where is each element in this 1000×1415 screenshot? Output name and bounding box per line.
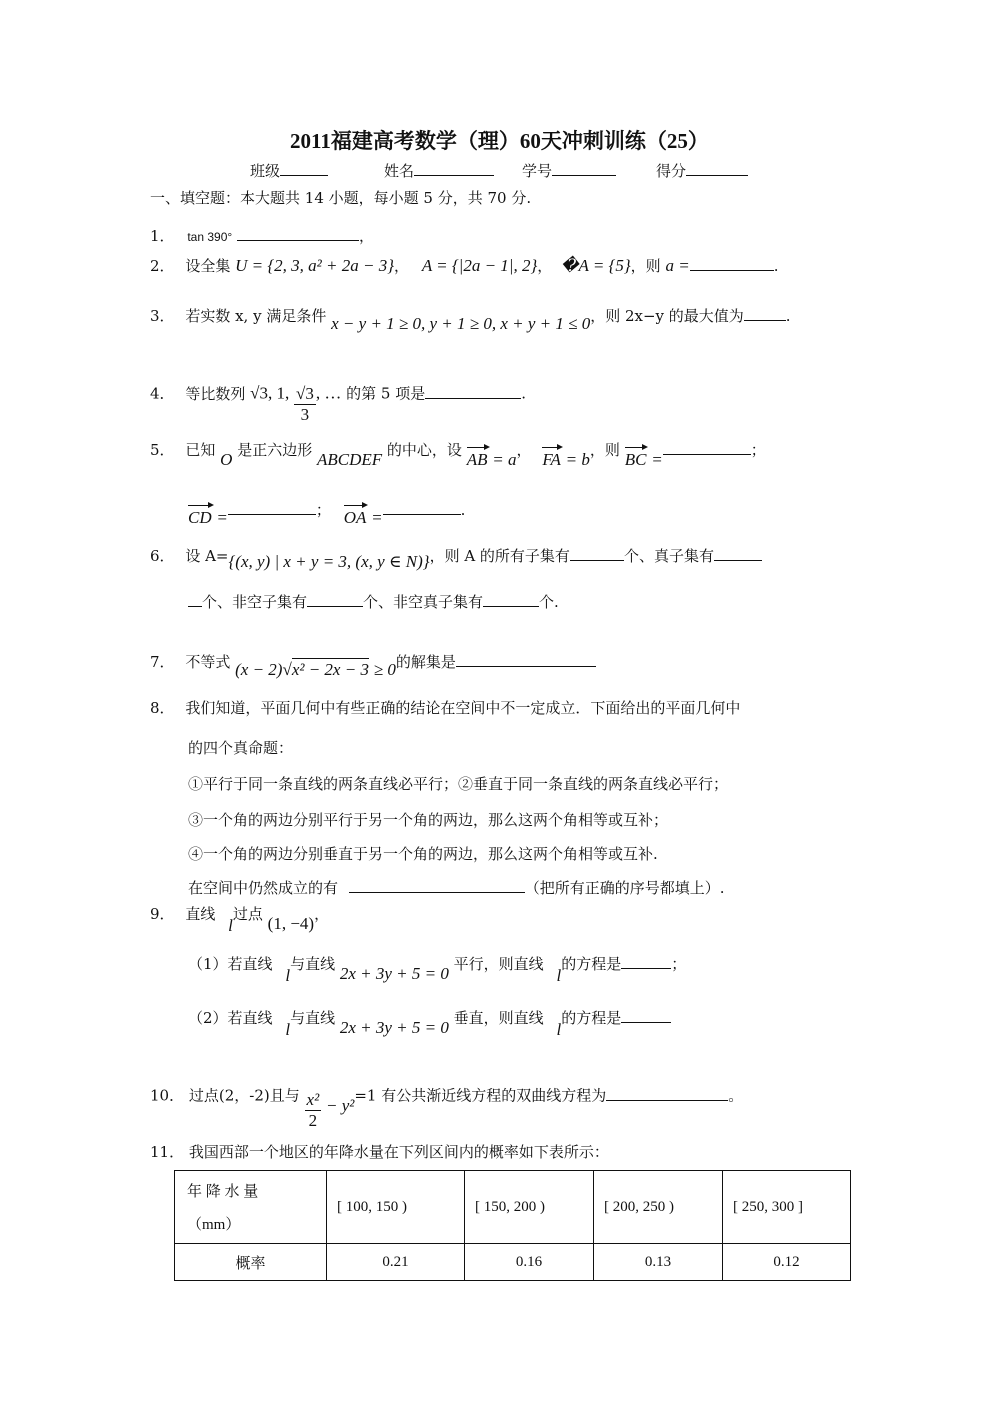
- table-header-cell: [175, 1171, 327, 1244]
- question-6-cont: [188, 592, 559, 612]
- interval-cell: [ 100, 150 ): [327, 1171, 465, 1244]
- q9-end: ，: [314, 905, 330, 923]
- q10-end: 。: [728, 1086, 744, 1105]
- q9-number: 9．: [150, 905, 175, 923]
- q6-text-b: ，则 A 的所有子集有: [429, 547, 570, 565]
- q6-text-c: 个、真子集有: [623, 547, 714, 565]
- q3-text-b: ，则 2x−y 的最大值为: [590, 307, 744, 325]
- rainfall-probability-table: [174, 1170, 851, 1281]
- id-field: [522, 161, 616, 181]
- q1-end: ，: [358, 227, 374, 245]
- q5-eq-bc: =: [651, 450, 663, 469]
- id-blank[interactable]: [552, 161, 616, 176]
- q5-text-a: 已知: [185, 441, 216, 459]
- q9-p1-end: ；: [671, 955, 687, 973]
- q4-answer-blank[interactable]: [425, 384, 521, 399]
- q6-proper-subsets-blank[interactable]: [714, 546, 762, 561]
- question-5-cont: [188, 500, 466, 527]
- question-2: [150, 256, 778, 276]
- q10-frac-den: 2: [308, 1111, 318, 1130]
- q6-text-a: 设 A=: [185, 547, 229, 565]
- probability-label-cell: 概率: [175, 1244, 327, 1281]
- q9-p1-label: （1）若直线: [188, 955, 273, 973]
- q3-text-a: 若实数 x, y 满足条件: [185, 307, 327, 325]
- question-10: [150, 1076, 744, 1130]
- q2-number: 2．: [150, 257, 175, 275]
- q8-number: 8．: [150, 699, 175, 717]
- q8-line2: 的四个真命题：: [188, 739, 294, 757]
- q5-semi-1: ；: [750, 441, 766, 459]
- name-field: [384, 161, 494, 181]
- q2-complement: �A = {5}: [561, 256, 631, 275]
- q9-part-2: [188, 1008, 671, 1039]
- q8-final-line: [188, 878, 725, 898]
- q9-part-1: [188, 954, 687, 985]
- q7-lhs: (x − 2): [235, 660, 283, 679]
- q9-line-l: l: [228, 916, 233, 935]
- interval-cell: [ 250, 300 ]: [723, 1171, 851, 1244]
- q2-universal-set: U = {2, 3, a² + 2a − 3}: [235, 256, 395, 275]
- q9-p1-l2: l: [556, 966, 562, 985]
- q5-oa-blank[interactable]: [383, 500, 461, 515]
- q7-answer-blank[interactable]: [456, 652, 596, 667]
- class-field: [250, 161, 328, 181]
- q6-set: {(x, y) | x + y = 3, (x, y ∈ N)}: [228, 552, 430, 571]
- q3-end: .: [785, 307, 791, 325]
- probability-cell: 0.21: [327, 1244, 465, 1281]
- q3-number: 3．: [150, 307, 175, 325]
- q2-variable: a =: [665, 256, 690, 275]
- q9-p1-text-a: 与直线: [290, 955, 336, 973]
- q9-p2-text-c: 的方程是: [561, 1009, 622, 1027]
- q11-number: 11．: [150, 1143, 185, 1161]
- section-heading: 一、填空题：本大题共 14 小题，每小题 5 分，共 70 分.: [150, 189, 532, 207]
- q9-p1-text-c: 的方程是: [561, 955, 622, 973]
- q10-fraction: [305, 1090, 322, 1131]
- q6-nonempty-proper-blank[interactable]: [483, 592, 539, 607]
- q4-number: 4．: [150, 384, 175, 403]
- q5-number: 5．: [150, 441, 175, 459]
- q2-answer-blank[interactable]: [690, 256, 774, 271]
- q9-p2-l: l: [285, 1020, 291, 1039]
- q4-end: .: [521, 384, 526, 403]
- q9-text-a: 直线: [185, 905, 216, 923]
- q5-semi-2: ；: [315, 501, 331, 519]
- q5-center-o: O: [220, 450, 233, 469]
- question-8: [150, 698, 740, 718]
- q2-text-a: 设全集: [185, 257, 231, 275]
- probability-cell: 0.16: [465, 1244, 594, 1281]
- q8-item-4: ④一个角的两边分别垂直于另一个角的两边，那么这两个角相等或互补.: [188, 845, 658, 863]
- q2-end: .: [773, 257, 779, 275]
- q1-answer-blank[interactable]: [237, 226, 359, 241]
- q8-answer-blank[interactable]: [349, 878, 525, 893]
- q4-seq-end: , …: [315, 383, 342, 403]
- q5-vector-cd: CD: [188, 508, 212, 527]
- question-3: [150, 306, 791, 333]
- q2-sep1: ，: [394, 257, 410, 275]
- q6-proper-subsets-blank-cont[interactable]: [188, 592, 202, 607]
- q1-expression: tan 390°: [187, 230, 233, 244]
- q7-number: 7．: [150, 653, 175, 671]
- q3-conditions: x − y + 1 ≥ 0, y + 1 ≥ 0, x + y + 1 ≤ 0: [331, 314, 591, 333]
- q5-eq-oa: =: [371, 508, 383, 527]
- question-7: 7． 不等式 (x − 2)√x² − 2x − 3 ≥ 0的解集是: [150, 652, 596, 672]
- q5-eq-cd: =: [216, 508, 228, 527]
- q8-item-3: ③一个角的两边分别平行于另一个角的两边，那么这两个角相等或互补；: [188, 811, 669, 829]
- q5-text-d: ，则: [589, 441, 620, 459]
- q7-rhs: ≥ 0: [373, 660, 396, 679]
- q6-text-e: 个、非空真子集有: [363, 593, 484, 611]
- q9-p1-text-b: 平行，则直线: [453, 955, 544, 973]
- score-label: 得分: [656, 162, 687, 180]
- question-6: [150, 546, 762, 571]
- page-title: 2011福建高考数学（理）60天冲刺训练（25）: [290, 129, 709, 153]
- q5-vector-bc: BC: [624, 450, 647, 469]
- q9-p1-l: l: [285, 966, 291, 985]
- q5-vector-oa: OA: [343, 508, 367, 527]
- name-label: 姓名: [384, 162, 415, 180]
- q10-frac-num: x²: [306, 1090, 320, 1109]
- q2-set-a: A = {|2a − 1|, 2}: [421, 256, 538, 275]
- q5-text-b: 是正六边形: [237, 441, 313, 459]
- q8-line1: 我们知道，平面几何中有些正确的结论在空间中不一定成立．下面给出的平面几何中: [185, 699, 741, 717]
- q4-seq-start: √3, 1,: [250, 383, 290, 403]
- q5-hexagon: ABCDEF: [316, 450, 383, 469]
- q4-frac-num: √3: [296, 384, 314, 403]
- q9-point: (1, −4): [267, 914, 315, 933]
- question-1: [150, 226, 374, 247]
- q4-text-b: 的第 5 项是: [346, 384, 426, 403]
- q5-eq-b: = b: [565, 450, 590, 469]
- class-blank[interactable]: [280, 161, 328, 176]
- q9-text-b: 过点: [232, 905, 263, 923]
- question-4: [150, 374, 526, 424]
- header-label-b: （mm）: [187, 1217, 241, 1233]
- question-9: [150, 904, 330, 935]
- q5-bc-blank[interactable]: [663, 440, 751, 455]
- q9-p1-answer-blank[interactable]: [621, 954, 671, 969]
- probability-cell: 0.12: [723, 1244, 851, 1281]
- class-label: 班级: [250, 162, 281, 180]
- question-5: [150, 440, 766, 469]
- q9-p2-answer-blank[interactable]: [621, 1008, 671, 1023]
- q8-item-1-2: ①平行于同一条直线的两条直线必平行；②垂直于同一条直线的两条直线必平行；: [188, 775, 729, 793]
- q1-number: 1．: [150, 227, 175, 245]
- q7-text-a: 不等式: [185, 653, 231, 671]
- q9-p2-text-a: 与直线: [290, 1009, 336, 1027]
- q5-cd-blank[interactable]: [228, 500, 316, 515]
- q2-text-b: ，则: [630, 257, 661, 275]
- table-row: [175, 1171, 851, 1244]
- q5-vector-ab: AB: [466, 450, 488, 469]
- q9-p2-text-b: 垂直，则直线: [453, 1009, 544, 1027]
- q11-text: 我国西部一个地区的年降水量在下列区间内的概率如下表所示：: [188, 1143, 609, 1161]
- q3-answer-blank[interactable]: [744, 306, 786, 321]
- id-label: 学号: [522, 162, 553, 180]
- q6-subsets-blank[interactable]: [570, 546, 624, 561]
- q10-text-a: 过点(2，-2)且与: [188, 1086, 300, 1105]
- score-field: [656, 161, 748, 181]
- q6-text-f: 个.: [539, 593, 559, 611]
- q9-p2-l2: l: [556, 1020, 562, 1039]
- q10-text-b: =1 有公共渐近线方程的双曲线方程为: [354, 1086, 607, 1105]
- q10-number: 10．: [150, 1086, 185, 1105]
- q7-text-b: 的解集是: [395, 653, 456, 671]
- table-row: [175, 1244, 851, 1281]
- q4-frac-den: 3: [300, 405, 310, 424]
- q9-p2-line-eq: 2x + 3y + 5 = 0: [339, 1018, 449, 1037]
- q5-text-c: 的中心，设: [386, 441, 462, 459]
- name-blank[interactable]: [414, 161, 494, 176]
- q10-minus-y2: − y²: [325, 1095, 355, 1115]
- interval-cell: [ 200, 250 ): [594, 1171, 723, 1244]
- q6-number: 6．: [150, 547, 175, 565]
- header-label-a: 年 降 水 量: [187, 1184, 259, 1200]
- question-11: [150, 1142, 609, 1162]
- q5-vector-fa: FA: [542, 450, 561, 469]
- q6-nonempty-blank[interactable]: [307, 592, 363, 607]
- q5-sep: ，: [516, 441, 532, 459]
- q8-final-text-a: 在空间中仍然成立的有: [188, 879, 339, 897]
- q6-text-d: 个、非空子集有: [202, 593, 308, 611]
- q2-sep2: ，: [537, 257, 553, 275]
- q5-eq-a: = a: [492, 450, 517, 469]
- q10-answer-blank[interactable]: [606, 1086, 728, 1101]
- q4-fraction: [294, 384, 316, 425]
- probability-cell: 0.13: [594, 1244, 723, 1281]
- q5-end: .: [460, 501, 466, 519]
- interval-cell: [ 150, 200 ): [465, 1171, 594, 1244]
- q7-radicand: x² − 2x − 3: [291, 660, 369, 679]
- q9-p2-label: （2）若直线: [188, 1009, 273, 1027]
- score-blank[interactable]: [686, 161, 748, 176]
- q8-final-text-b: （把所有正确的序号都填上）.: [524, 879, 725, 897]
- q9-p1-line-eq: 2x + 3y + 5 = 0: [339, 964, 449, 983]
- q4-text-a: 等比数列: [185, 384, 246, 403]
